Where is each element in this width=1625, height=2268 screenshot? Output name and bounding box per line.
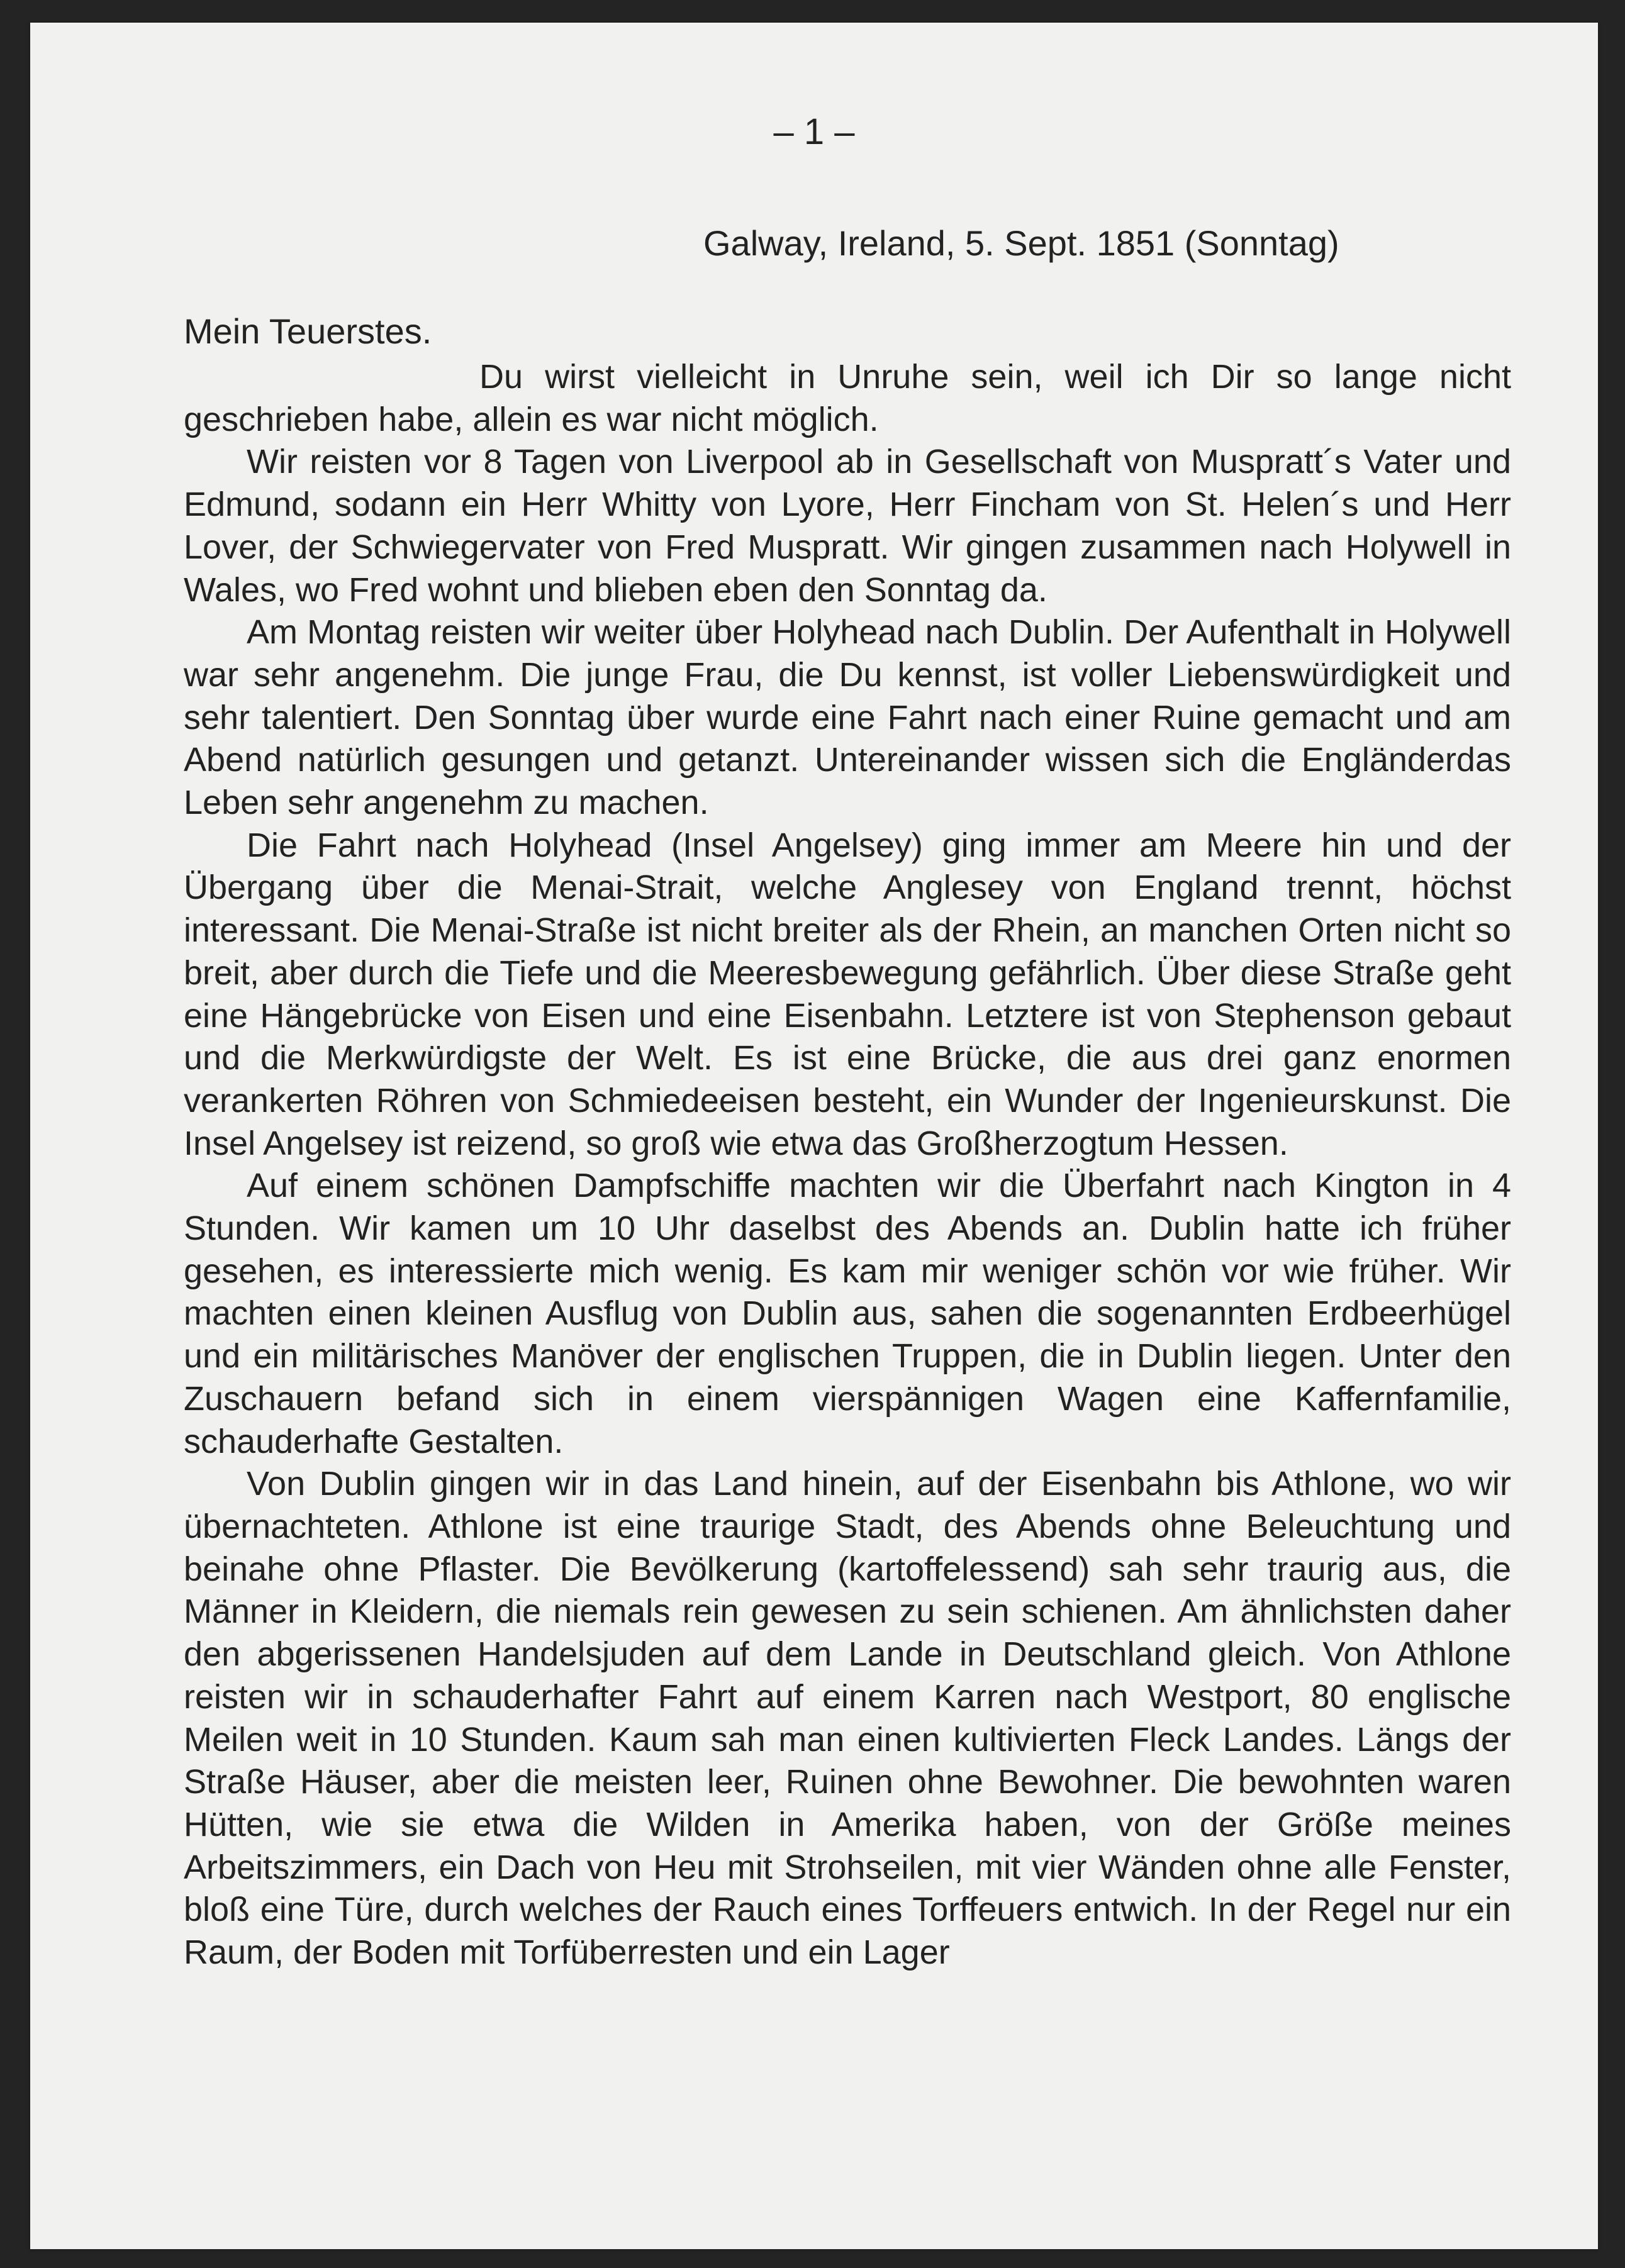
letter-body [184,356,1511,1974]
paragraph: Am Montag reisten wir weiter über Holyhead nach Dublin. Der Aufenthalt in Holywell war sehr angenehm. Die junge Frau, die Du kennst, ist voller Liebenswürdigkeit und sehr talentiert. Den Sonntag über wurde eine Fahrt nach einer Ruine gemacht und am Abend natürlich gesungen und getanzt. Untereinander wissen sich die Engländerdas Leben sehr angenehm zu machen. [184,613,1511,822]
letter-salutation: Mein Teuerstes. [184,311,432,351]
letter-page [30,23,1598,2249]
paragraph: Auf einem schönen Dampfschiffe machten wir die Überfahrt nach Kington in 4 Stunden. Wir kamen um 10 Uhr daselbst des Abends an. Dublin hatte ich früher gesehen, es interessierte mich wenig. Es kam mir weniger schön vor wie früher. Wir machten einen kleinen Ausflug von Dublin aus, sahen die sogenannten Erdbeerhügel und ein militärisches Manöver der englischen Truppen, die in Dublin liegen. Unter den Zuschauern befand sich in einem vierspännigen Wagen eine Kaffernfamilie, schauderhafte Gestalten. [184,1167,1511,1460]
paragraph: Du wirst vielleicht in Unruhe sein, weil ich Dir so lange nicht geschrieben habe, allein es war nicht möglich. [184,358,1511,438]
paragraph: Die Fahrt nach Holyhead (Insel Angelsey) ging immer am Meere hin und der Übergang über die Menai-Strait, welche Anglesey von England trennt, höchst interessant. Die Menai-Straße ist nicht breiter als der Rhein, an manchen Orten nicht so breit, aber durch die Tiefe und die Meeresbewegung gefährlich. Über diese Straße geht eine Hängebrücke von Eisen und eine Eisenbahn. Letztere ist von Stephenson gebaut und die Merkwürdigste der Welt. Es ist eine Brücke, die aus drei ganz enormen verankerten Röhren von Schmiedeeisen besteht, ein Wunder der Ingenieurskunst. Die Insel Angelsey ist reizend, so groß wie etwa das Großherzogtum Hessen. [184,826,1511,1162]
page-number: – 1 – [773,111,855,152]
paragraph: Von Dublin gingen wir in das Land hinein, auf der Eisenbahn bis Athlone, wo wir übernachteten. Athlone ist eine traurige Stadt, des Abends ohne Beleuchtung und beinahe ohne Pflaster. Die Bevölkerung (kartoffelessend) sah sehr traurig aus, die Männer in Kleidern, die niemals rein gewesen zu sein schienen. Am ähnlichsten daher den abgerissenen Handelsjuden auf dem Lande in Deutschland gleich. Von Athlone reisten wir in schauderhafter Fahrt auf einem Karren nach Westport, 80 englische Meilen weit in 10 Stunden. Kaum sah man einen kultivierten Fleck Landes. Längs der Straße Häuser, aber die meisten leer, Ruinen ohne Bewohner. Die bewohnten waren Hütten, wie sie etwa die Wilden in Amerika haben, von der Größe meines Arbeitszimmers, ein Dach von Heu mit Strohseilen, mit vier Wänden ohne alle Fenster, bloß eine Türe, durch welches der Rauch eines Torffeuers entwich. In der Regel nur ein Raum, der Boden mit Torfüberresten und ein Lager [184,1465,1511,1972]
letter-dateline: Galway, Ireland, 5. Sept. 1851 (Sonntag) [703,223,1339,263]
paragraph: Wir reisten vor 8 Tagen von Liverpool ab in Gesellschaft von Muspratt´s Vater und Edmund, sodann ein Herr Whitty von Lyore, Herr Fincham von St. Helen´s und Herr Lover, der Schwiegervater von Fred Muspratt. Wir gingen zusammen nach Holywell in Wales, wo Fred wohnt und blieben eben den Sonntag da. [184,443,1511,609]
